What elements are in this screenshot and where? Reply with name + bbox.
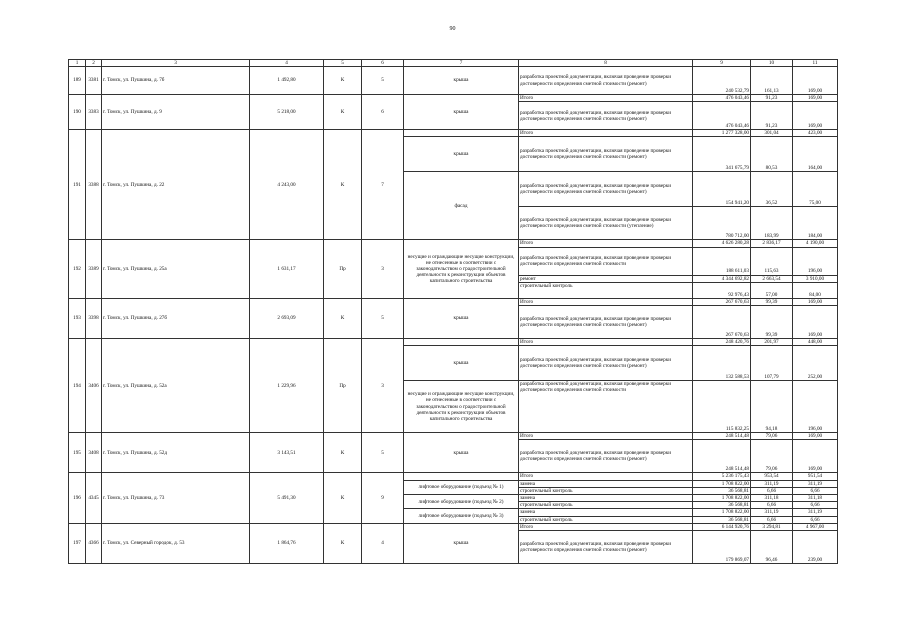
row-number: 190 — [69, 95, 86, 130]
cost: 36 568,81 — [693, 516, 751, 523]
total-limit: 169,00 — [793, 95, 838, 102]
limit-cost: 239,00 — [793, 531, 838, 564]
house-id: 4366 — [86, 523, 102, 563]
unit-cost: 311,18 — [751, 495, 793, 502]
cost: 115 832,25 — [693, 381, 751, 433]
area: 1 229,96 — [250, 339, 324, 433]
unit-cost: 115,63 — [751, 247, 793, 275]
area: 2 693,09 — [250, 298, 324, 338]
capital-repair-table — [68, 59, 838, 564]
work-type: строительный контроль — [519, 502, 693, 509]
work-type: разработка проектной документации, включая проведение проверки достоверности определения сметной стоимости — [519, 247, 693, 275]
total-cost: 4 626 280,28 — [693, 240, 751, 247]
total-cost: 248 420,76 — [693, 339, 751, 346]
area: 3 143,51 — [250, 433, 324, 473]
limit-cost: 6,66 — [793, 487, 838, 494]
cost: 476 043,46 — [693, 102, 751, 130]
work-type: разработка проектной документации, включая проведение проверки достоверности определения сметной стоимости (ремонт) — [519, 306, 693, 339]
table-row — [69, 473, 838, 480]
limit-cost: 3 910,00 — [793, 275, 838, 282]
total-unit-cost: 301,04 — [751, 130, 793, 137]
cost: 154 941,20 — [693, 172, 751, 207]
total-limit: 169,00 — [793, 433, 838, 440]
limit-cost: 164,00 — [793, 137, 838, 172]
total-limit: 951,54 — [793, 473, 838, 480]
work-type: замена — [519, 480, 693, 487]
type: К — [324, 433, 362, 473]
element: крыша — [404, 298, 519, 338]
house-id: 3381 — [86, 67, 102, 95]
column-header: 9 — [693, 60, 751, 67]
unit-cost: 36,52 — [751, 172, 793, 207]
area: 1 864,76 — [250, 523, 324, 563]
limit-cost: 169,00 — [793, 306, 838, 339]
cost: 36 568,81 — [693, 487, 751, 494]
total-label: Итого — [519, 298, 693, 305]
total-cost: 1 277 328,00 — [693, 130, 751, 137]
floors: 6 — [362, 95, 404, 130]
unit-cost: 99,39 — [751, 306, 793, 339]
unit-cost: 161,13 — [751, 67, 793, 95]
table-row — [69, 95, 838, 102]
limit-cost: 196,00 — [793, 381, 838, 433]
cost: 179 869,07 — [693, 531, 751, 564]
total-label: Итого — [519, 240, 693, 247]
unit-cost: 91,23 — [751, 102, 793, 130]
address: г. Томск, ул. Пушкина, д. 73 — [102, 473, 250, 523]
total-label: Итого — [519, 473, 693, 480]
house-id: 3388 — [86, 130, 102, 240]
type: Пр — [324, 240, 362, 298]
element: лифтовое оборудование (подъезд № 1) — [404, 480, 519, 494]
element: крыша — [404, 137, 519, 172]
limit-cost: 169,00 — [793, 102, 838, 130]
unit-cost: 94,18 — [751, 381, 793, 433]
cost: 248 514,48 — [693, 440, 751, 473]
cost: 36 568,81 — [693, 502, 751, 509]
work-type: строительный контроль — [519, 282, 693, 298]
unit-cost: 2 663,54 — [751, 275, 793, 282]
address: г. Томск, ул. Пушкина, д. 22 — [102, 130, 250, 240]
type: К — [324, 298, 362, 338]
limit-cost: 169,00 — [793, 67, 838, 95]
limit-cost: 184,00 — [793, 207, 838, 240]
row-number: 195 — [69, 433, 86, 473]
house-id: 3398 — [86, 298, 102, 338]
limit-cost: 311,19 — [793, 509, 838, 516]
element: фасад — [404, 172, 519, 240]
cost: 188 611,03 — [693, 247, 751, 275]
column-header: 8 — [519, 60, 693, 67]
element: крыша — [404, 67, 519, 95]
page-number: 90 — [449, 26, 456, 32]
work-type: замена — [519, 509, 693, 516]
column-header: 7 — [404, 60, 519, 67]
area: 5 491,30 — [250, 473, 324, 523]
floors: 4 — [362, 523, 404, 563]
limit-cost: 169,00 — [793, 440, 838, 473]
work-type: разработка проектной документации, включая проведение проверки достоверности определения сметной стоимости (ремонт) — [519, 531, 693, 564]
total-cost: 248 514,48 — [693, 433, 751, 440]
total-unit-cost: 2 836,17 — [751, 240, 793, 247]
area: 4 243,00 — [250, 130, 324, 240]
element: несущие и ограждающие несущие конструкции, не отнесенные в соответствии с законодательством о градостроительной деятельности к реконструкции объектов капитального строительства — [404, 381, 519, 433]
total-limit: 448,00 — [793, 339, 838, 346]
cost: 1 708 822,00 — [693, 495, 751, 502]
total-unit-cost: 953,54 — [751, 473, 793, 480]
total-label: Итого — [519, 130, 693, 137]
type: Пр — [324, 339, 362, 433]
cost: 341 675,79 — [693, 137, 751, 172]
row-number: 191 — [69, 130, 86, 240]
house-id: 3383 — [86, 95, 102, 130]
element: несущие и ограждающие несущие конструкции, не отнесенные в соответствии с законодательством о градостроительной деятельности к реконструкции объектов капитального строительства — [404, 240, 519, 298]
floors: 9 — [362, 473, 404, 523]
column-header: 3 — [102, 60, 250, 67]
total-limit: 4 967,00 — [793, 523, 838, 530]
area: 1 631,17 — [250, 240, 324, 298]
total-unit-cost: 91,23 — [751, 95, 793, 102]
house-id: 4345 — [86, 473, 102, 523]
table-row — [69, 67, 838, 95]
cost: 1 708 822,00 — [693, 480, 751, 487]
address: г. Томск, ул. Пушкина, д. 52д — [102, 433, 250, 473]
cost: 92 976,43 — [693, 282, 751, 298]
area: 5 218,00 — [250, 95, 324, 130]
total-cost: 476 043,46 — [693, 95, 751, 102]
cost: 1 708 822,00 — [693, 509, 751, 516]
table-row — [69, 240, 838, 247]
total-unit-cost: 3 294,81 — [751, 523, 793, 530]
table-row — [69, 523, 838, 530]
house-id: 3408 — [86, 433, 102, 473]
type: К — [324, 67, 362, 95]
type: К — [324, 95, 362, 130]
work-type: разработка проектной документации, включая проведение проверки достоверности определения сметной стоимости (ремонт) — [519, 67, 693, 95]
unit-cost: 6,66 — [751, 516, 793, 523]
work-type: разработка проектной документации, включая проведение проверки достоверности определения сметной стоимости — [519, 381, 693, 433]
work-type: замена — [519, 495, 693, 502]
table-row — [69, 130, 838, 137]
work-type: разработка проектной документации, включая проведение проверки достоверности определения сметной стоимости (ремонт) — [519, 172, 693, 207]
address: г. Томск, ул. Пушкина, д. 7б — [102, 67, 250, 95]
work-type: ремонт — [519, 275, 693, 282]
element: крыша — [404, 523, 519, 563]
column-header: 5 — [324, 60, 362, 67]
unit-cost: 6,66 — [751, 487, 793, 494]
row-number: 197 — [69, 523, 86, 563]
floors: 5 — [362, 67, 404, 95]
unit-cost: 57,00 — [751, 282, 793, 298]
area: 1 492,80 — [250, 67, 324, 95]
total-limit: 169,00 — [793, 298, 838, 305]
row-number: 193 — [69, 298, 86, 338]
element: крыша — [404, 346, 519, 381]
limit-cost: 252,00 — [793, 346, 838, 381]
table-row — [69, 339, 838, 346]
limit-cost: 6,66 — [793, 502, 838, 509]
column-header: 6 — [362, 60, 404, 67]
column-header: 10 — [751, 60, 793, 67]
unit-cost: 79,06 — [751, 440, 793, 473]
address: г. Томск, ул. Пушкина, д. 52а — [102, 339, 250, 433]
total-cost: 6 144 920,76 — [693, 523, 751, 530]
row-number: 189 — [69, 67, 86, 95]
address: г. Томск, ул. Пушкина, д. 9 — [102, 95, 250, 130]
column-header: 2 — [86, 60, 102, 67]
total-unit-cost: 201,97 — [751, 339, 793, 346]
type: К — [324, 473, 362, 523]
work-type: строительный контроль — [519, 516, 693, 523]
total-label: Итого — [519, 433, 693, 440]
address: г. Томск, ул. Пушкина, д. 25а — [102, 240, 250, 298]
work-type: разработка проектной документации, включая проведение проверки достоверности определения сметной стоимости (утепление) — [519, 207, 693, 240]
unit-cost: 183,99 — [751, 207, 793, 240]
total-label: Итого — [519, 523, 693, 530]
total-cost: 267 670,63 — [693, 298, 751, 305]
unit-cost: 80,53 — [751, 137, 793, 172]
floors: 3 — [362, 339, 404, 433]
total-label: Итого — [519, 95, 693, 102]
work-type: разработка проектной документации, включая проведение проверки достоверности определения сметной стоимости (ремонт) — [519, 102, 693, 130]
cost: 267 670,63 — [693, 306, 751, 339]
unit-cost: 311,19 — [751, 480, 793, 487]
element: лифтовое оборудование (подъезд № 3) — [404, 509, 519, 523]
work-type: строительный контроль — [519, 487, 693, 494]
house-id: 3389 — [86, 240, 102, 298]
unit-cost: 6,66 — [751, 502, 793, 509]
unit-cost: 107,79 — [751, 346, 793, 381]
limit-cost: 84,00 — [793, 282, 838, 298]
floors: 3 — [362, 240, 404, 298]
unit-cost: 96,46 — [751, 531, 793, 564]
table-row — [69, 433, 838, 440]
work-type: разработка проектной документации, включая проведение проверки достоверности определения сметной стоимости (ремонт) — [519, 346, 693, 381]
floors: 5 — [362, 433, 404, 473]
column-header: 1 — [69, 60, 86, 67]
house-id: 3406 — [86, 339, 102, 433]
element: крыша — [404, 95, 519, 130]
limit-cost: 6,66 — [793, 516, 838, 523]
floors: 5 — [362, 298, 404, 338]
total-limit: 4 190,00 — [793, 240, 838, 247]
element: крыша — [404, 433, 519, 473]
element: лифтовое оборудование (подъезд № 2) — [404, 495, 519, 509]
cost: 240 532,79 — [693, 67, 751, 95]
table-row — [69, 298, 838, 305]
total-cost: 5 236 175,43 — [693, 473, 751, 480]
limit-cost: 311,18 — [793, 495, 838, 502]
address: г. Томск, ул. Пушкина, д. 27б — [102, 298, 250, 338]
row-number: 196 — [69, 473, 86, 523]
total-label: Итого — [519, 339, 693, 346]
total-unit-cost: 79,06 — [751, 433, 793, 440]
type: К — [324, 523, 362, 563]
work-type: разработка проектной документации, включая проведение проверки достоверности определения сметной стоимости (ремонт) — [519, 440, 693, 473]
cost: 132 588,53 — [693, 346, 751, 381]
type: К — [324, 130, 362, 240]
unit-cost: 311,19 — [751, 509, 793, 516]
cost: 4 344 692,82 — [693, 275, 751, 282]
cost: 780 712,00 — [693, 207, 751, 240]
column-header: 4 — [250, 60, 324, 67]
work-type: разработка проектной документации, включая проведение проверки достоверности определения сметной стоимости (ремонт) — [519, 137, 693, 172]
floors: 7 — [362, 130, 404, 240]
total-unit-cost: 99,39 — [751, 298, 793, 305]
column-header-row — [69, 60, 838, 67]
column-header: 11 — [793, 60, 838, 67]
limit-cost: 311,19 — [793, 480, 838, 487]
row-number: 194 — [69, 339, 86, 433]
total-limit: 423,00 — [793, 130, 838, 137]
address: г. Томск, ул. Северный городок, д. 53 — [102, 523, 250, 563]
limit-cost: 196,00 — [793, 247, 838, 275]
limit-cost: 75,00 — [793, 172, 838, 207]
row-number: 192 — [69, 240, 86, 298]
